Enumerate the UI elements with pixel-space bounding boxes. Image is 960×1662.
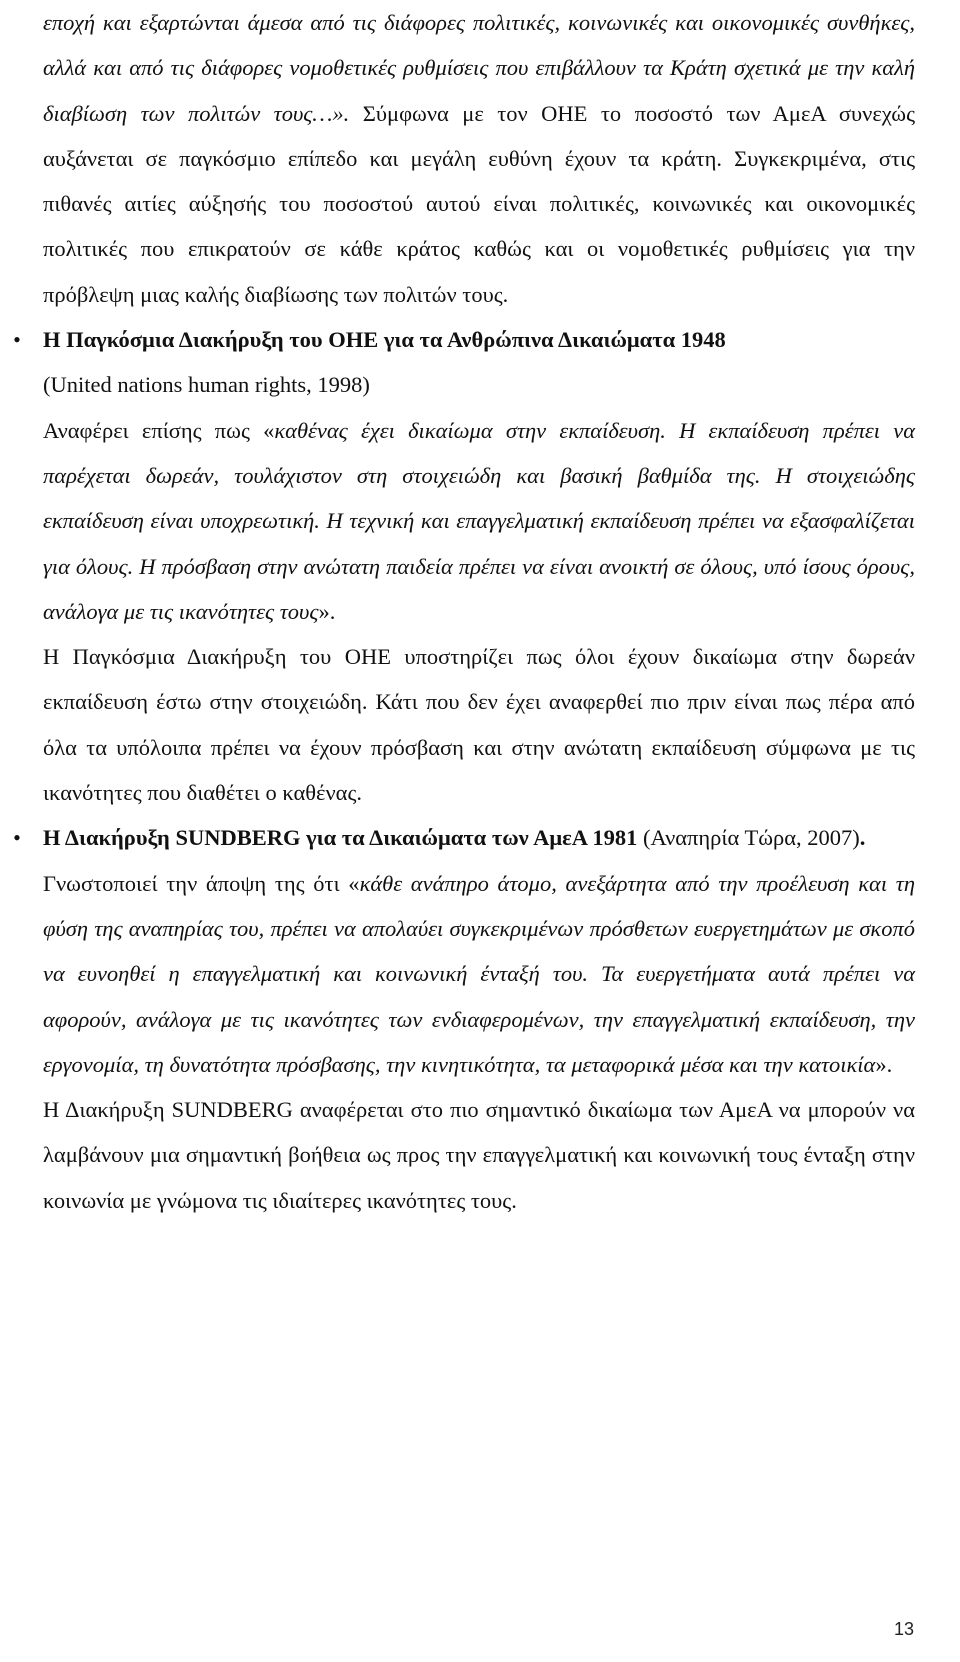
paragraph-intro xyxy=(43,0,915,317)
quote-text: καθένας έχει δικαίωμα στην εκπαίδευση. Η εκπαίδευση πρέπει να παρέχεται δωρεάν, τουλάχιστον στη στοιχειώδη και βασική βαθμίδα της. Η στοιχειώδης εκπαίδευση είναι υποχρεωτική. Η τεχνική και επαγγελματική εκπαίδευση πρέπει να εξασφαλίζεται για όλους. Η πρόσβαση στην ανώτατη παιδεία πρέπει να είναι ανοικτή σε όλους, υπό ίσους όρους, ανάλογα με τις ικανότητες τους xyxy=(43,417,915,624)
heading-text: Η Διακήρυξη SUNDBERG για τα Δικαιώματα των ΑμεΑ 1981 xyxy=(43,825,638,851)
paragraph-text: Σύμφωνα με τον ΟΗΕ το ποσοστό των ΑμεΑ συνεχώς αυξάνεται σε παγκόσμιο επίπεδο και μεγάλη ευθύνη έχουν τα κράτη. Συγκεκριμένα, στις πιθανές αιτίες αύξησής του ποσοστού αυτού είναι πολιτικές, κοινωνικές και οικονομικές πολιτικές που επικρατούν σε κάθε κράτος καθώς και οι νομοθετικές ρυθμίσεις για την πρόβλεψη μιας καλής διαβίωσης των πολιτών τους. xyxy=(43,100,915,307)
bullet-item-un-declaration xyxy=(13,317,915,408)
paragraph-sundberg-summary: Η Διακήρυξη SUNDBERG αναφέρεται στο πιο σημαντικό δικαίωμα των ΑμεΑ να μπορούν να λαμβάνουν μια σημαντική βοήθεια ως προς την επαγγελματική και κοινωνική τους ένταξη στην κοινωνία με γνώμονα τις ιδιαίτερες ικανότητες τους. xyxy=(43,1097,915,1213)
bullet-icon: • xyxy=(13,327,21,353)
paragraph-un-summary: Η Παγκόσμια Διακήρυξη του ΟΗΕ υποστηρίζει πως όλοι έχουν δικαίωμα στην δωρεάν εκπαίδευση έστω στην στοιχειώδη. Κάτι που δεν έχει αναφερθεί πιο πριν είναι πως πέρα από όλα τα υπόλοιπα πρέπει να έχουν πρόσβαση και στην ανώτατη εκπαίδευση σύμφωνα με τις ικανότητες που διαθέτει ο καθένας. xyxy=(43,644,915,806)
quote-intro: Γνωστοποιεί την άποψη της ότι « xyxy=(43,870,360,896)
bullet-item-sundberg xyxy=(13,815,915,860)
quote-intro: Αναφέρει επίσης πως « xyxy=(43,417,275,443)
quote-text: κάθε ανάπηρο άτομο, ανεξάρτητα από την προέλευση και τη φύση της αναπηρίας του, πρέπει να απολαύει συγκεκριμένων πρόσθετων ευεργετημάτων με σκοπό να ευνοηθεί η επαγγελματική και κοινωνική ένταξή του. Τα ευεργετήματα αυτά πρέπει να αφορούν, ανάλογα με τις ικανότητες των ενδιαφερομένων, την επαγγελματική εκπαίδευση, την εργονομία, τη δυνατότητα πρόσβασης, την κινητικότητα, τα μεταφορικά μέσα και την κατοικία xyxy=(43,870,915,1077)
document-body xyxy=(13,0,915,1223)
bullet-heading xyxy=(43,815,915,860)
quote-close: ». xyxy=(318,598,336,624)
bullet-heading xyxy=(43,317,915,362)
heading-text: Η Παγκόσμια Διακήρυξη του ΟΗΕ για τα Ανθρώπινα Δικαιώματα 1948 xyxy=(43,327,726,353)
citation-end: . xyxy=(859,825,866,851)
page-number: 13 xyxy=(893,1619,914,1639)
paragraph-sundberg-quote xyxy=(43,861,915,1087)
bullet-citation: (United nations human rights, 1998) xyxy=(43,372,370,398)
quote-close: ». xyxy=(875,1051,893,1077)
citation-text: (Αναπηρία Τώρα, 2007) xyxy=(637,825,860,851)
bullet-icon: • xyxy=(13,825,21,851)
quote-continuation: εποχή και εξαρτώνται άμεσα από τις διάφορες πολιτικές, κοινωνικές και οικονομικές συνθήκες, αλλά και από τις διάφορες νομοθετικές ρυθμίσεις που επιβάλλουν τα Κράτη σχετικά με την καλή διαβίωση των πολιτών τους…». xyxy=(43,10,915,126)
paragraph-un-quote xyxy=(43,408,915,634)
